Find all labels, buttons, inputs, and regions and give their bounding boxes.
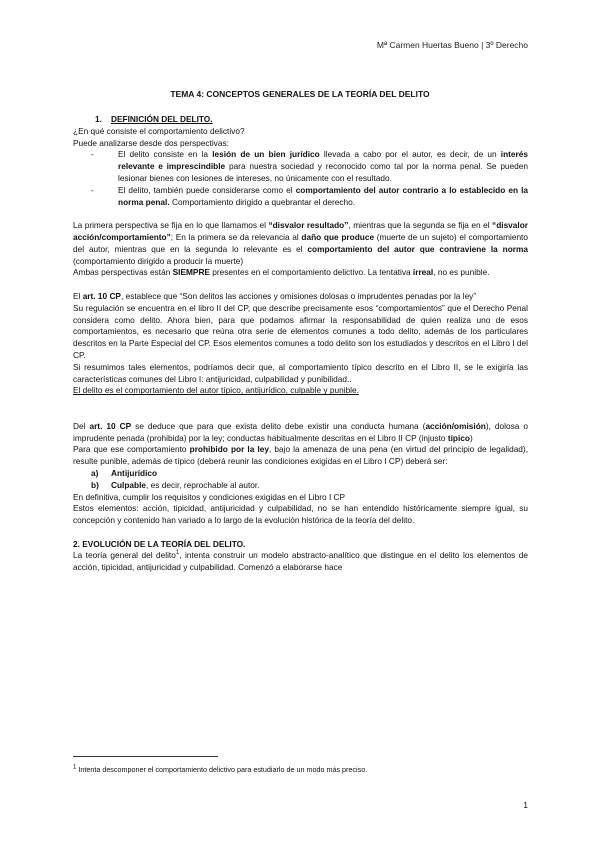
section-2-heading: 2. EVOLUCIÓN DE LA TEORÍA DEL DELITO. bbox=[73, 538, 246, 549]
page-number: 1 bbox=[523, 800, 528, 810]
paragraph: La teoría general del delito$^1$, intenta construir un modelo abstracto-analítico que distingue en el delito los elementos de acción, tipicidad, antijuricidad y culpabilidad. Comenzó a elaborarse hace bbox=[73, 550, 528, 573]
paragraph: Estos elementos: acción, tipicidad, antijuricidad y culpabilidad, no se han entendido históricamente siempre igual, su concepción y contenido han variado a lo largo de la evolución histórica de la teoría del delito. bbox=[73, 503, 528, 526]
requirements-list bbox=[73, 468, 528, 492]
footnote-ref: 1 bbox=[175, 550, 180, 557]
list-item: - El delito consiste en la lesión de un bien jurídico llevada a cabo por el autor, es decir, de un interés relevante e imprescindible para nuestra sociedad y reconocido como tal por la norma penal. Se pueden lesionar bienes con lesiones de intereses, no únicamente con el resultado. bbox=[73, 149, 528, 184]
section-1-heading: 1. DEFINICIÓN DEL DELITO. bbox=[95, 114, 213, 124]
document-body bbox=[73, 114, 528, 574]
delito-definition: El delito es el comportamiento del autor típico, antijurídico, culpable y punible. bbox=[73, 385, 359, 396]
list-item: b) Culpable, es decir, reprochable al autor. bbox=[91, 479, 260, 490]
perspectives-list bbox=[73, 149, 528, 208]
list-item: - El delito, también puede considerarse como el comportamiento del autor contrario a lo establecido en la norma penal. Comportamiento dirigido a quebrantar el derecho. bbox=[73, 185, 528, 209]
paragraph: El art. 10 CP, establece que “Son delitos las acciones y omisiones dolosas o imprudentes penadas por la ley” bbox=[73, 290, 477, 301]
footnote-separator bbox=[73, 756, 218, 757]
paragraph: La primera perspectiva se fija en lo que llamamos el “disvalor resultado”, mientras que la segunda se fija en el “disvalor acción/comportamiento”; En la primera se da relevancia al daño que produce (muerte de un sujeto) el comportamiento del autor, mientras que en la segunda lo relevante es el comportamiento del autor que contraviene la norma (comportamiento dirigido a producir la muerte) bbox=[73, 220, 529, 266]
paragraph: En definitiva, cumplir los requisitos y condiciones exigidas en el Libro I CP bbox=[73, 491, 346, 502]
paragraph: Si resumimos tales elementos, podríamos decir que, al comportamiento típico descrito en el Libro II, se le exigiría las características comunes del Libro I: antijuricidad, culpabilidad y punibilidad.. bbox=[73, 361, 528, 384]
footnote: $^1$ Intenta descomponer el comportamiento delictivo para estudiarlo de un modo más preciso. bbox=[73, 764, 368, 774]
intro-line: Puede analizarse desde dos perspectivas: bbox=[73, 137, 229, 148]
paragraph: Ambas perspectivas están SIEMPRE presentes en el comportamiento delictivo. La tentativa irreal, no es punible. bbox=[73, 267, 490, 278]
question-line: ¿En qué consiste el comportamiento delictivo? bbox=[73, 125, 245, 136]
page-header: Mª Carmen Huertas Bueno | 3º Derecho bbox=[376, 40, 528, 50]
list-item: a) Antijurídico bbox=[91, 467, 158, 478]
paragraph: Su regulación se encuentra en el libro II del CP, que describe precisamente esos “comportamientos” que el Derecho Penal considera como delito. Ahora bien, para que podamos afirmar la responsabilidad de quien realiza uno de esos comportamientos, es necesario que reúna otra serie de elementos comunes a todo delito, además de los particulares descritos en la Parte Especial del CP. Esos elementos comunes a todo delito son los estudiados y descritos en el Libro I del CP. bbox=[73, 302, 528, 360]
paragraph: Del art. 10 CP se deduce que para que exista delito debe existir una conducta humana (acción/omisión), dolosa o imprudente penada (prohibida) por la ley; conductas habitualmente descritas en el Libro II CP (injusto típico) bbox=[73, 420, 528, 443]
paragraph: Para que ese comportamiento prohibido por la ley, bajo la amenaza de una pena (en virtud del principio de legalidad), resulte punible, además de típico (deberá reunir las condiciones exigidas en el Libro I CP) deberá ser: bbox=[73, 444, 528, 467]
document-title: TEMA 4: CONCEPTOS GENERALES DE LA TEORÍA DEL DELITO bbox=[170, 89, 430, 99]
